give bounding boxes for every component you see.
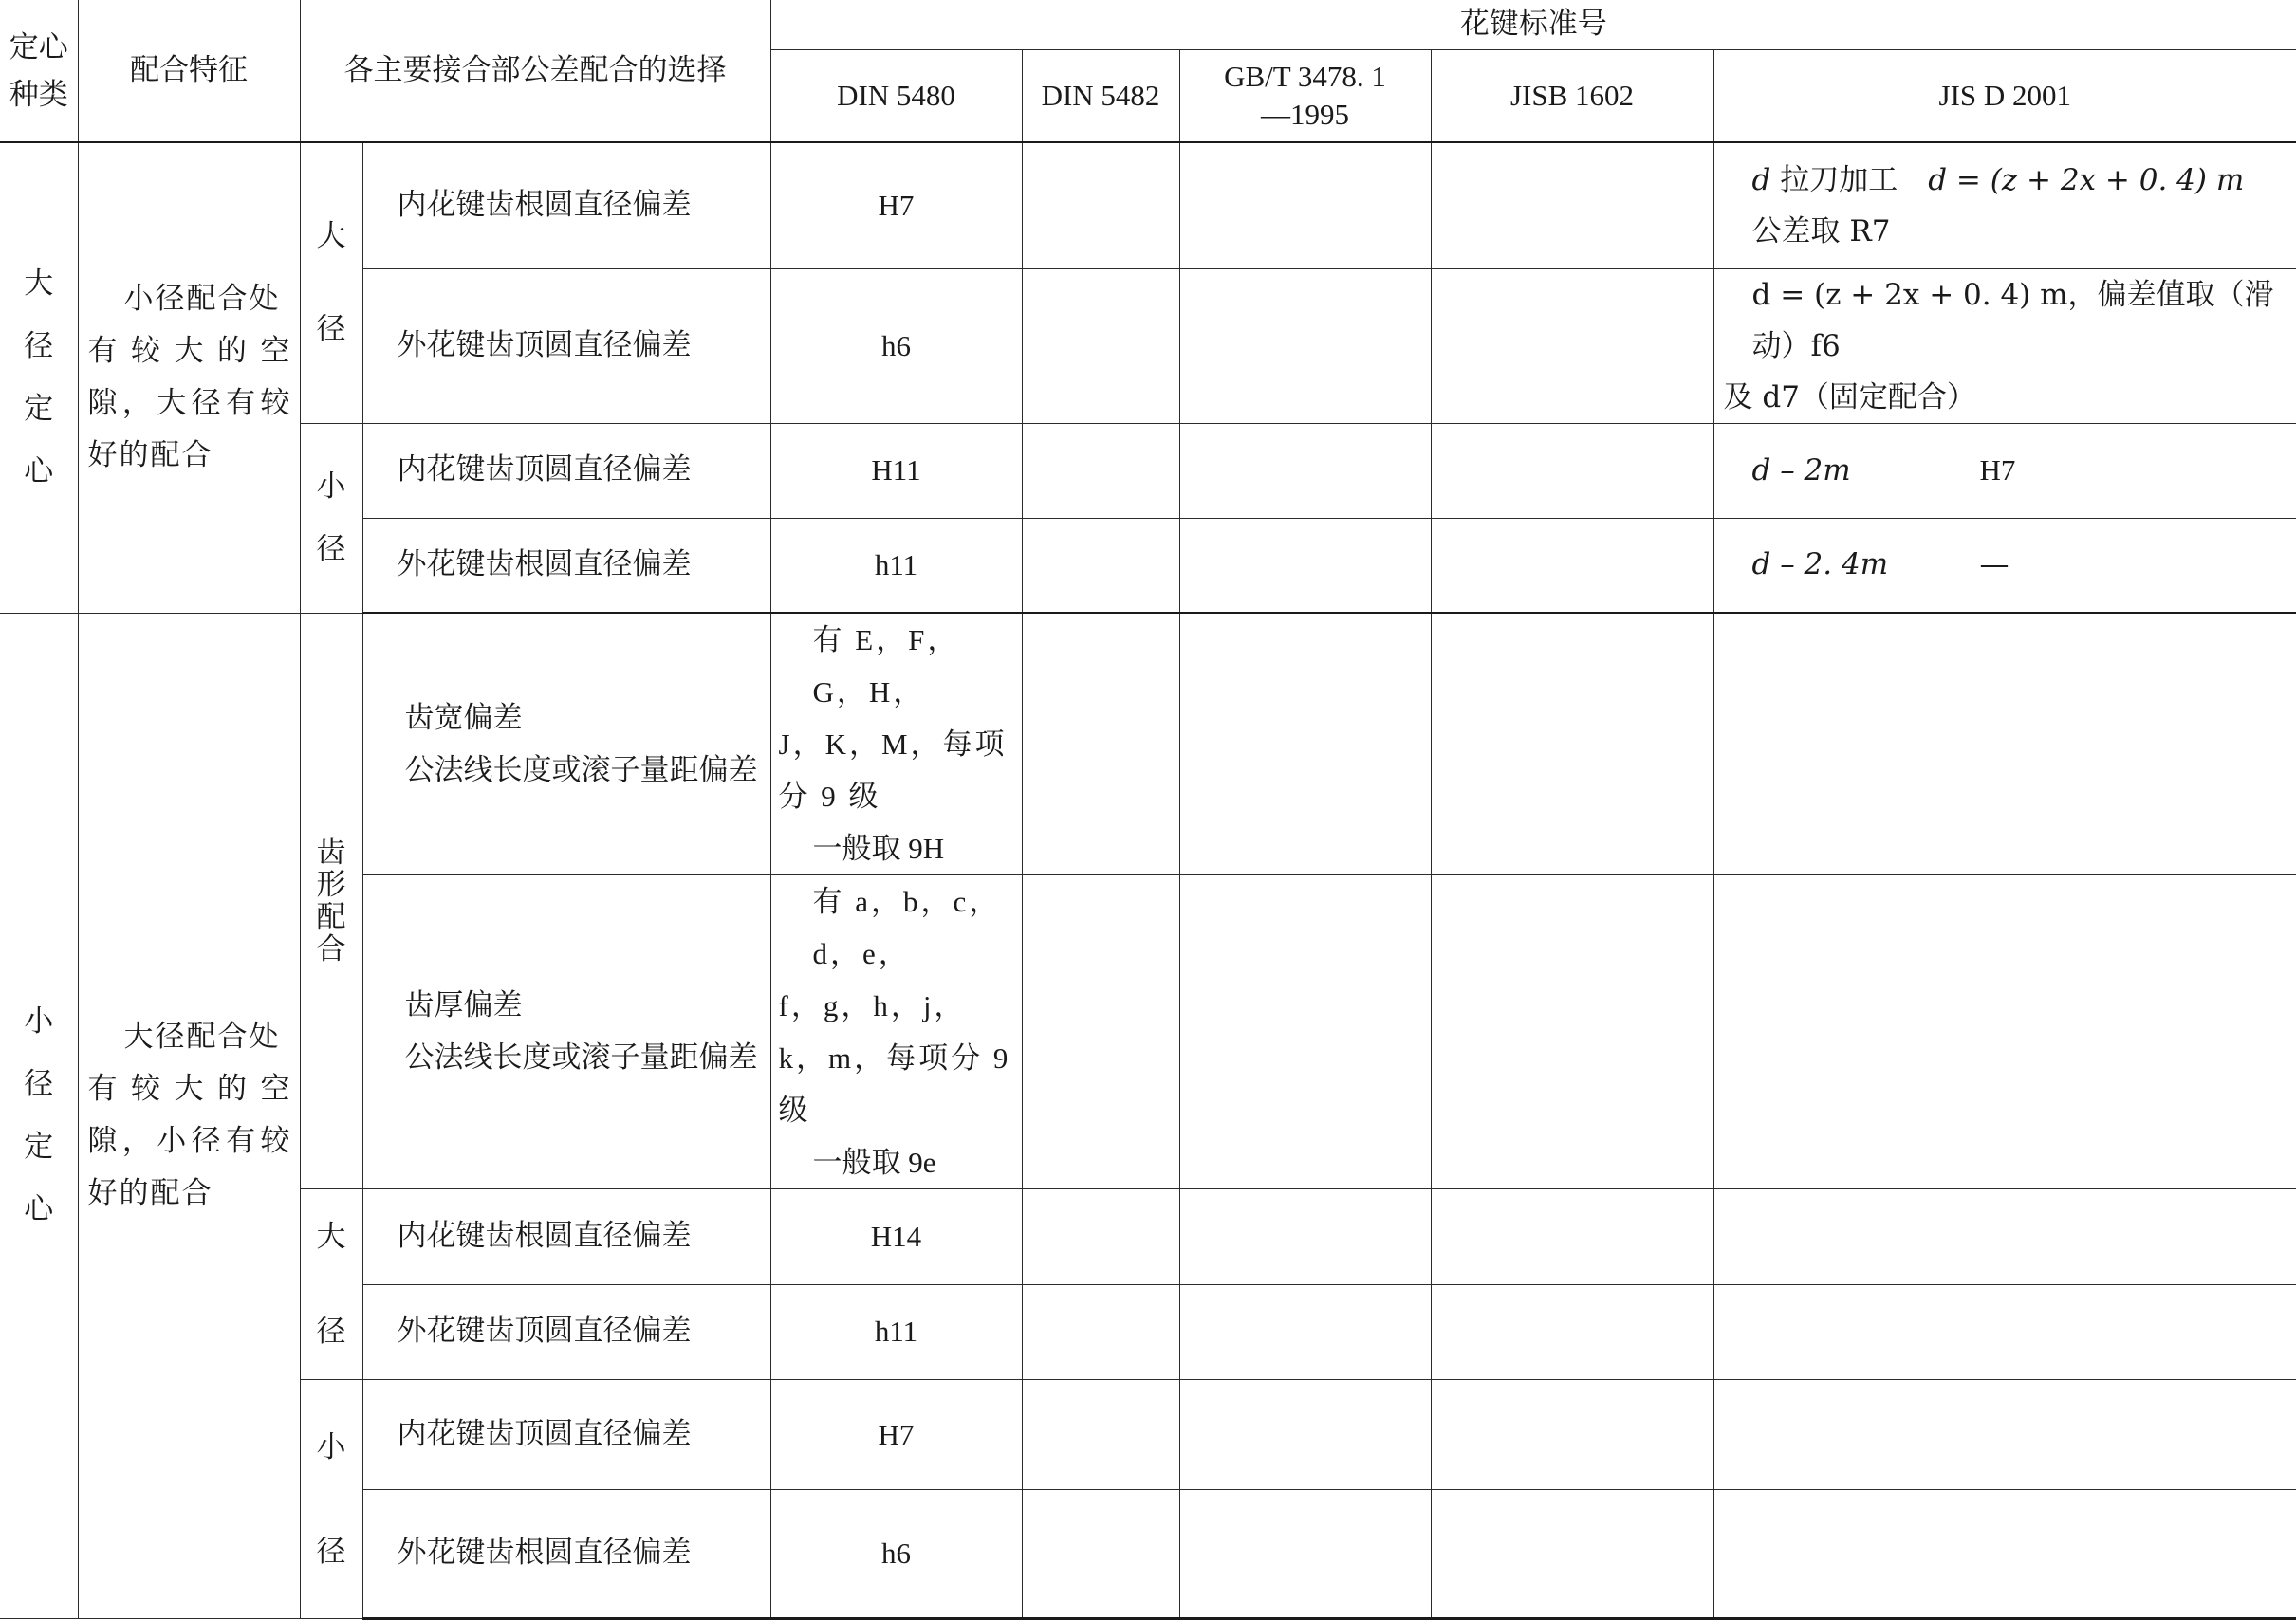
jisb1602-value bbox=[1431, 423, 1713, 518]
jisb1602-value bbox=[1431, 1380, 1713, 1490]
gbt3478-value bbox=[1179, 1284, 1431, 1380]
item-external-tip-diameter: 外花键齿顶圆直径偏差 bbox=[362, 1284, 770, 1380]
jisd2001-value bbox=[1713, 613, 2296, 875]
gbt3478-value bbox=[1179, 423, 1431, 518]
group-label-major-diameter: 大径 bbox=[300, 1189, 362, 1380]
table-row bbox=[0, 613, 2296, 875]
group-label-tooth-fit: 齿形配合 bbox=[300, 613, 362, 1189]
header-row bbox=[0, 0, 2296, 49]
jisd2001-value: d 拉刀加工 d = (z + 2x + 0. 4) m 公差取 R7 bbox=[1713, 142, 2296, 268]
item-external-root-diameter: 外花键齿根圆直径偏差 bbox=[362, 1490, 770, 1619]
header-centering-type: 定心种类 bbox=[0, 0, 78, 142]
header-jisd2001: JIS D 2001 bbox=[1713, 49, 2296, 142]
header-din5480: DIN 5480 bbox=[770, 49, 1022, 142]
gbt3478-value bbox=[1179, 1490, 1431, 1619]
header-tolerance-choice: 各主要接合部公差配合的选择 bbox=[300, 0, 770, 142]
fit-feature-major: 小径配合处 有较大的空隙，大径有较好的配合 bbox=[78, 142, 300, 613]
item-external-root-diameter: 外花键齿根圆直径偏差 bbox=[362, 518, 770, 613]
jisd2001-value bbox=[1713, 1189, 2296, 1285]
din5480-value: h6 bbox=[770, 268, 1022, 423]
din5480-value: H7 bbox=[770, 1380, 1022, 1490]
table-row bbox=[0, 1189, 2296, 1285]
gbt3478-value bbox=[1179, 518, 1431, 613]
jisd2001-value: d – 2. 4m — bbox=[1713, 518, 2296, 613]
group-label-major-diameter: 大径 bbox=[300, 142, 362, 423]
gbt3478-value bbox=[1179, 142, 1431, 268]
item-tooth-width-deviation: 齿宽偏差 公法线长度或滚子量距偏差 bbox=[362, 613, 770, 875]
table-row bbox=[0, 1380, 2296, 1490]
item-internal-tip-diameter: 内花键齿顶圆直径偏差 bbox=[362, 423, 770, 518]
item-internal-root-diameter: 内花键齿根圆直径偏差 bbox=[362, 1189, 770, 1285]
jisb1602-value bbox=[1431, 1284, 1713, 1380]
gbt3478-value bbox=[1179, 613, 1431, 875]
din5482-value bbox=[1022, 1189, 1179, 1285]
din5480-value: H7 bbox=[770, 142, 1022, 268]
din5482-value bbox=[1022, 268, 1179, 423]
jisd2001-value bbox=[1713, 1380, 2296, 1490]
header-gbt3478: GB/T 3478. 1 —1995 bbox=[1179, 49, 1431, 142]
din5480-value: H14 bbox=[770, 1189, 1022, 1285]
group-label-minor-diameter: 小径 bbox=[300, 1380, 362, 1619]
jisd2001-value bbox=[1713, 875, 2296, 1189]
group-label-minor-diameter: 小径 bbox=[300, 423, 362, 613]
din5480-value: h11 bbox=[770, 518, 1022, 613]
din5480-value: h11 bbox=[770, 1284, 1022, 1380]
item-internal-root-diameter: 内花键齿根圆直径偏差 bbox=[362, 142, 770, 268]
jisb1602-value bbox=[1431, 1189, 1713, 1285]
header-din5482: DIN 5482 bbox=[1022, 49, 1179, 142]
jisd2001-value: d = (z + 2x + 0. 4) m，偏差值取（滑动）f6 及 d7（固定配合） bbox=[1713, 268, 2296, 423]
item-internal-tip-diameter: 内花键齿顶圆直径偏差 bbox=[362, 1380, 770, 1490]
din5480-value: 有 E，F，G，H， J，K，M，每项分 9 级 一般取 9H bbox=[770, 613, 1022, 875]
fit-feature-minor: 大径配合处 有较大的空隙，小径有较好的配合 bbox=[78, 613, 300, 1619]
item-tooth-thickness-deviation: 齿厚偏差 公法线长度或滚子量距偏差 bbox=[362, 875, 770, 1189]
din5480-value: H11 bbox=[770, 423, 1022, 518]
table-row bbox=[0, 142, 2296, 268]
jisb1602-value bbox=[1431, 613, 1713, 875]
item-external-tip-diameter: 外花键齿顶圆直径偏差 bbox=[362, 268, 770, 423]
jisd2001-value: d – 2m H7 bbox=[1713, 423, 2296, 518]
centering-type-minor: 小径定心 bbox=[0, 613, 78, 1619]
header-fit-feature: 配合特征 bbox=[78, 0, 300, 142]
jisb1602-value bbox=[1431, 875, 1713, 1189]
din5482-value bbox=[1022, 875, 1179, 1189]
din5482-value bbox=[1022, 613, 1179, 875]
jisd2001-value bbox=[1713, 1490, 2296, 1619]
jisb1602-value bbox=[1431, 268, 1713, 423]
gbt3478-value bbox=[1179, 268, 1431, 423]
jisb1602-value bbox=[1431, 518, 1713, 613]
din5480-value: 有 a，b，c，d，e， f，g，h，j，k，m，每项分 9 级 一般取 9e bbox=[770, 875, 1022, 1189]
jisb1602-value bbox=[1431, 142, 1713, 268]
gbt3478-value bbox=[1179, 1380, 1431, 1490]
din5482-value bbox=[1022, 142, 1179, 268]
din5482-value bbox=[1022, 423, 1179, 518]
header-standard-no: 花键标准号 bbox=[770, 0, 2296, 49]
jisd2001-value bbox=[1713, 1284, 2296, 1380]
centering-type-major: 大径定心 bbox=[0, 142, 78, 613]
din5480-value: h6 bbox=[770, 1490, 1022, 1619]
header-jisb1602: JISB 1602 bbox=[1431, 49, 1713, 142]
din5482-value bbox=[1022, 518, 1179, 613]
gbt3478-value bbox=[1179, 1189, 1431, 1285]
din5482-value bbox=[1022, 1490, 1179, 1619]
din5482-value bbox=[1022, 1380, 1179, 1490]
table-row bbox=[0, 423, 2296, 518]
gbt3478-value bbox=[1179, 875, 1431, 1189]
jisb1602-value bbox=[1431, 1490, 1713, 1619]
din5482-value bbox=[1022, 1284, 1179, 1380]
